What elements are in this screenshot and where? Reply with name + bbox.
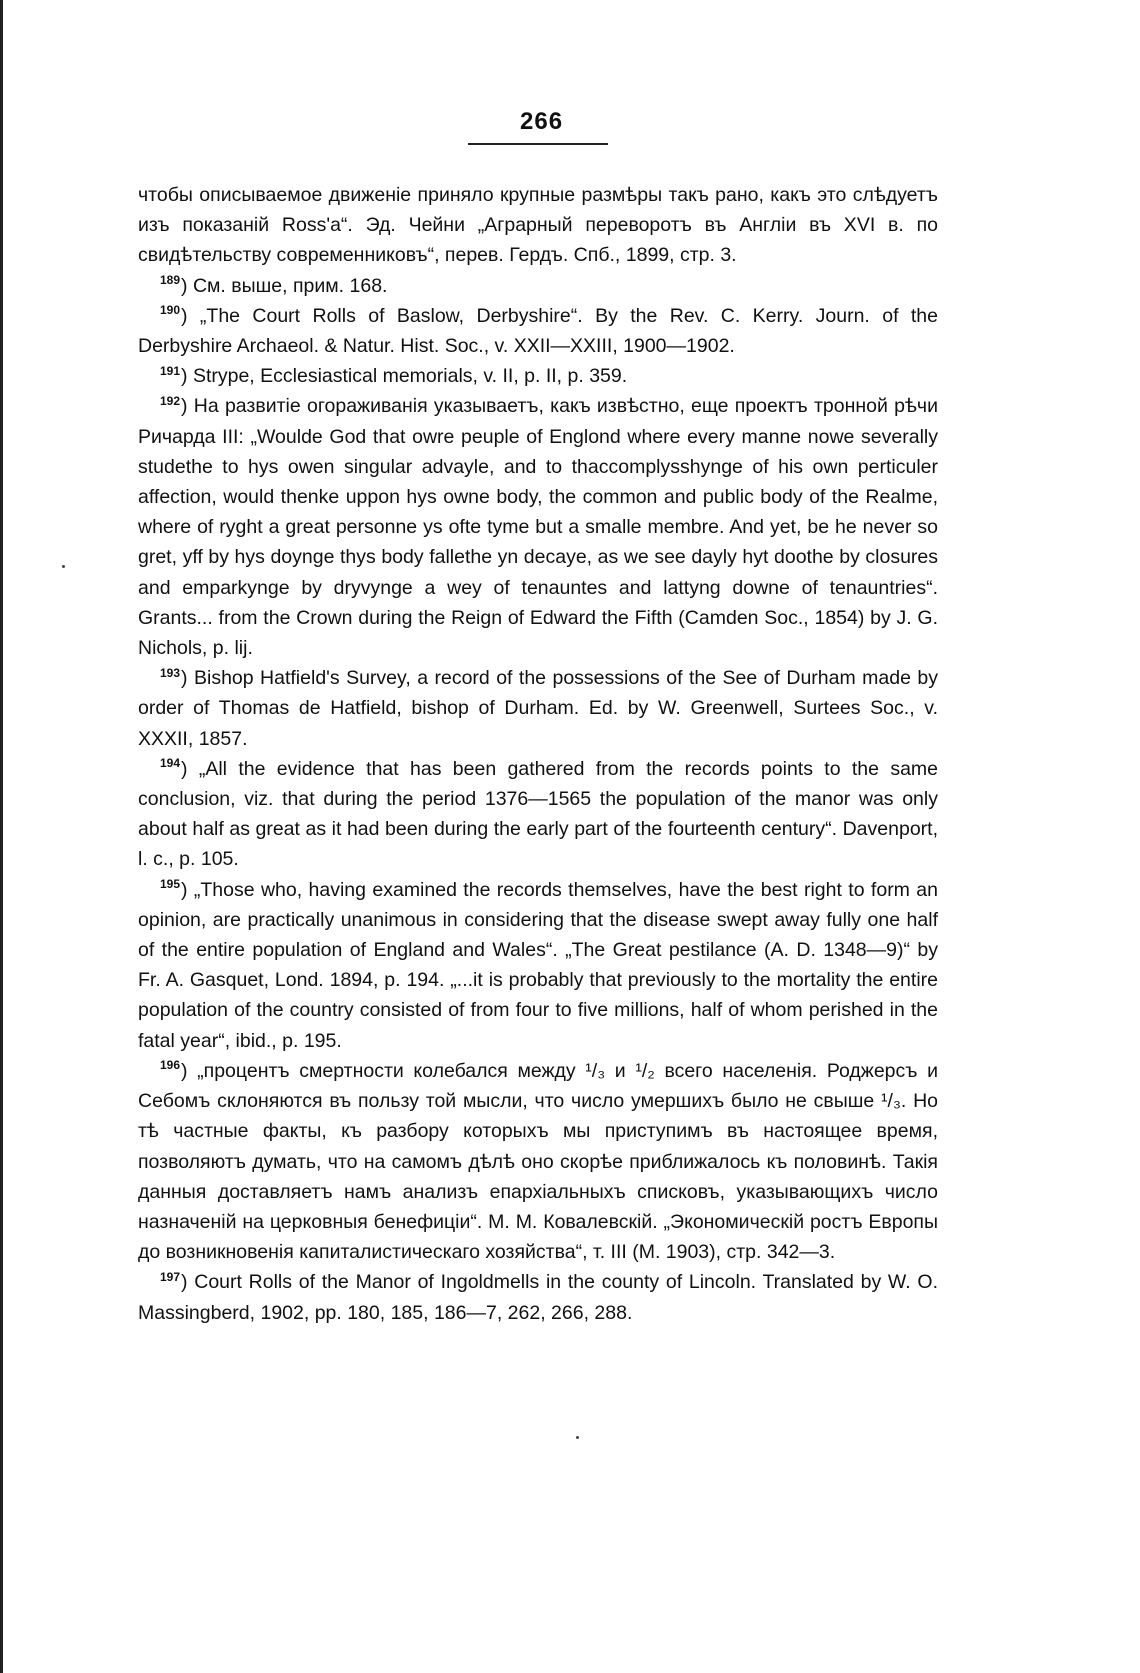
footnote-text: ) „The Court Rolls of Baslow, Derbyshire“. By the Rev. C. Kerry. Journ. of the Derbyshire Archaeol. & Natur. Hist. Soc., v. XXII—XXIII, 1900—1902. — [138, 304, 938, 358]
footnote-196 — [138, 1056, 938, 1267]
footnote-text: ) Strype, Ecclesiastical memorials, v. II, p. II, p. 359. — [181, 365, 628, 388]
footnotes-body — [138, 180, 938, 1328]
footnote-189 — [138, 271, 938, 301]
footnote-text: ) На развитіе огораживанія указываетъ, какъ извѣстно, еще проектъ тронной рѣчи Ричарда III: „Woulde God that owre peuple of Englond where every manne nowe severally studethe to hys owen singular advayle, and to thaccomplysshynge of his own perticuler affection, would thenke uppon hys owne body, the common and public body of the Realme, where of ryght a great personne ys ofte tyme but a smalle membre. And yet, be he never so gret, yff by hys doynge thys body fallethe yn decaye, as we see dayly hyt doothe by closures and emparkynge by dryvynge a wey of tenauntes and lattyng downe of tenauntries“. Grants... from the Crown during the Reign of Edward the Fifth (Camden Soc., 1854) by J. G. Nichols, p. lij. — [138, 395, 938, 660]
footnote-number: 194 — [160, 756, 181, 771]
footnote-number: 197 — [160, 1269, 181, 1284]
page-number-rule — [468, 143, 608, 145]
scan-speck — [62, 565, 65, 568]
footnote-191 — [138, 361, 938, 391]
footnote-190 — [138, 301, 938, 361]
footnote-text: ) „All the evidence that has been gathered from the records points to the same conclusion, viz. that during the period 1376—1565 the population of the manor was only about half as great as it had been during the early part of the fourteenth century“. Davenport, l. c., p. 105. — [138, 757, 938, 871]
page-edge — [0, 0, 3, 1673]
footnote-194 — [138, 754, 938, 875]
footnote-text: ) См. выше, прим. 168. — [181, 274, 388, 297]
footnote-number: 190 — [160, 303, 181, 318]
footnote-number: 196 — [160, 1058, 181, 1073]
footnote-192 — [138, 391, 938, 663]
footnote-number: 192 — [160, 393, 181, 408]
page-number: 266 — [520, 108, 564, 135]
footnote-continuation — [138, 180, 938, 271]
footnote-text: ) Court Rolls of the Manor of Ingoldmells in the county of Lincoln. Translated by W. O. Massingberd, 1902, pp. 180, 185, 186—7, 262, 266, 288. — [138, 1271, 938, 1324]
footnote-193 — [138, 663, 938, 754]
footnote-number: 191 — [160, 363, 181, 378]
footnote-number: 193 — [160, 665, 181, 680]
footnote-195 — [138, 875, 938, 1056]
footnote-text: ) Bishop Hatfield's Survey, a record of the possessions of the See of Durham made by order of Thomas de Hatfield, bishop of Durham. Ed. by W. Greenwell, Surtees Soc., v. XXXII, 1857. — [138, 667, 938, 750]
footnote-text: ) „процентъ смертности колебался между ¹/₃ и ¹/₂ всего населенія. Роджерсъ и Себомъ склоняются въ пользу той мысли, что число умершихъ было не свыше ¹/₃. Но тѣ частные факты, къ разбору которыхъ мы приступимъ въ настоящее время, позволяютъ думать, что на самомъ дѣлѣ оно скорѣе приближалось къ половинѣ. Такія данныя доставляетъ намъ анализъ епархіальныхъ списковъ, указывающихъ число назначеній на церковныя бенефиціи“. М. М. Ковалевскій. „Экономическій ростъ Европы до возникновенія капиталистическаго хозяйства“, т. III (М. 1903), стр. 342—3. — [138, 1059, 938, 1264]
footnote-text: чтобы описываемое движеніе приняло крупные размѣры такъ рано, какъ это слѣдуетъ изъ показаній Ross'а“. Эд. Чейни „Аграрный переворотъ въ Англіи въ XVI в. по свидѣтельству современниковъ“, перев. Гердъ. Спб., 1899, стр. 3. — [138, 184, 938, 267]
footnote-text: ) „Those who, having examined the records themselves, have the best right to form an opinion, are practically unanimous in considering that the disease swept away fully one half of the entire population of England and Wales“. „The Great pestilance (A. D. 1348—9)“ by Fr. A. Gasquet, Lond. 1894, p. 194. „...it is probably that previously to the mortality the entire population of the country consisted of from four to five millions, half of whom perished in the fatal year“, ibid., p. 195. — [138, 878, 938, 1052]
footnote-197 — [138, 1267, 938, 1327]
footnote-number: 195 — [160, 877, 181, 892]
footnote-number: 189 — [160, 273, 181, 288]
scan-speck — [576, 1436, 579, 1439]
